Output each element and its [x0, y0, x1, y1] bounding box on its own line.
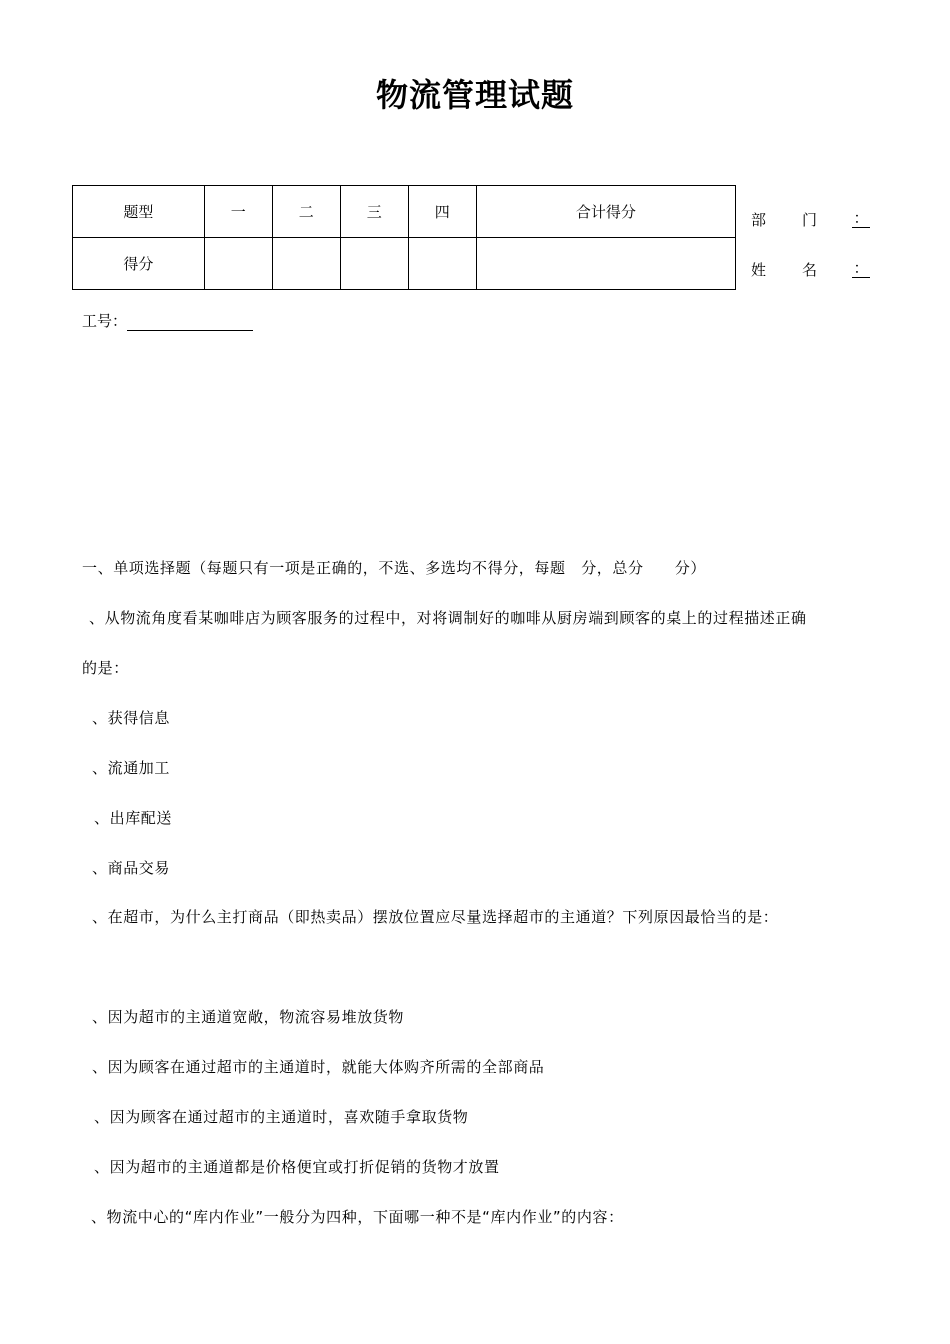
name-input-line[interactable]: ：	[853, 259, 869, 277]
question-2-option-d: 、因为超市的主通道都是价格便宜或打折促销的货物才放置	[94, 1158, 500, 1176]
score-table	[72, 185, 736, 290]
department-input-line[interactable]: ：	[853, 209, 869, 227]
department-label-char-1: 部	[751, 211, 767, 229]
header-cell-part-3: 三	[340, 186, 408, 238]
score-cell-part-1[interactable]	[204, 238, 272, 290]
question-2-option-b: 、因为顾客在通过超市的主通道时，就能大体购齐所需的全部商品	[92, 1058, 545, 1076]
header-cell-part-4: 四	[408, 186, 476, 238]
section-heading: 一、单项选择题（每题只有一项是正确的，不选、多选均不得分，每题 分，总分 分）	[82, 559, 707, 577]
question-1-option-d: 、商品交易	[92, 859, 171, 877]
score-cell-part-4[interactable]	[408, 238, 476, 290]
score-cell-part-3[interactable]	[340, 238, 408, 290]
score-cell-part-2[interactable]	[272, 238, 340, 290]
name-label-char-2: 名	[802, 261, 818, 279]
name-label-char-1: 姓	[751, 261, 767, 279]
question-2-option-a: 、因为超市的主通道宽敞，物流容易堆放货物	[92, 1008, 405, 1026]
header-cell-part-2: 二	[272, 186, 340, 238]
header-cell-total: 合计得分	[476, 186, 735, 238]
question-1-stem-line-1: 、从物流角度看某咖啡店为顾客服务的过程中，对将调制好的咖啡从厨房端到顾客的桌上的过程描述正确	[89, 609, 807, 627]
department-label-char-2: 门	[802, 211, 818, 229]
question-3-stem: 、物流中心的“库内作业”一般分为四种，下面哪一种不是“库内作业”的内容：	[91, 1208, 624, 1226]
score-table-score-row	[73, 238, 736, 290]
employee-id-label: 工号：	[82, 312, 128, 330]
header-cell-part-1: 一	[204, 186, 272, 238]
question-2-option-c: 、因为顾客在通过超市的主通道时，喜欢随手拿取货物	[94, 1108, 469, 1126]
question-1-option-b: 、流通加工	[92, 759, 171, 777]
score-row-label: 得分	[73, 238, 205, 290]
page-title: 物流管理试题	[375, 76, 574, 114]
score-table-header-row	[73, 186, 736, 238]
question-1-option-c: 、出库配送	[94, 809, 173, 827]
employee-id-field	[82, 310, 253, 331]
question-2-stem: 、在超市，为什么主打商品（即热卖品）摆放位置应尽量选择超市的主通道？下列原因最恰当的是：	[92, 908, 779, 926]
score-cell-total[interactable]	[476, 238, 735, 290]
question-1-stem-line-2: 的是：	[82, 659, 129, 677]
header-cell-question-type: 题型	[73, 186, 205, 238]
question-1-option-a: 、获得信息	[92, 709, 171, 727]
employee-id-input-line[interactable]	[127, 313, 253, 331]
